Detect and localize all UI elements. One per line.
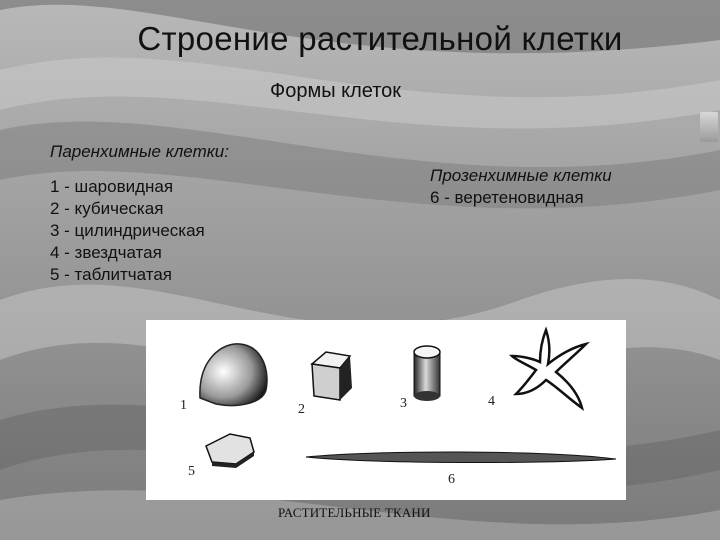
figure-label-4: 4 (488, 394, 495, 409)
prosenchyma-block (430, 165, 612, 209)
slide-subtitle: Формы клеток (270, 80, 402, 102)
figure-label-2: 2 (298, 402, 305, 417)
list-item: 4 - звездчатая (50, 243, 162, 262)
spherical-cell-icon (200, 344, 267, 406)
figure-label-3: 3 (400, 396, 407, 411)
figure-label-5: 5 (188, 464, 195, 479)
cylindrical-cell-icon (414, 346, 440, 401)
prosenchyma-item: 6 - веретеновидная (430, 188, 584, 207)
prosenchyma-heading: Прозенхимные клетки (430, 166, 612, 185)
scroll-tab-icon (700, 112, 718, 142)
parenchyma-heading: Паренхимные клетки: (50, 142, 229, 161)
parenchyma-list (50, 176, 205, 286)
cubic-cell-icon (312, 352, 352, 400)
list-item: 2 - кубическая (50, 199, 164, 218)
figure-label-6: 6 (448, 472, 455, 487)
list-item: 5 - таблитчатая (50, 265, 172, 284)
list-item: 1 - шаровидная (50, 177, 174, 196)
cell-shapes-figure (146, 320, 626, 500)
figure-label-1: 1 (180, 398, 187, 413)
tabular-cell-icon (206, 434, 254, 468)
stellate-cell-icon (512, 330, 586, 408)
list-item: 3 - цилиндрическая (50, 221, 205, 240)
slide-title: Строение растительной клетки (137, 20, 623, 57)
figure-caption: РАСТИТЕЛЬНЫЕ ТКАНИ (278, 505, 431, 520)
spindle-cell-icon (306, 452, 616, 463)
